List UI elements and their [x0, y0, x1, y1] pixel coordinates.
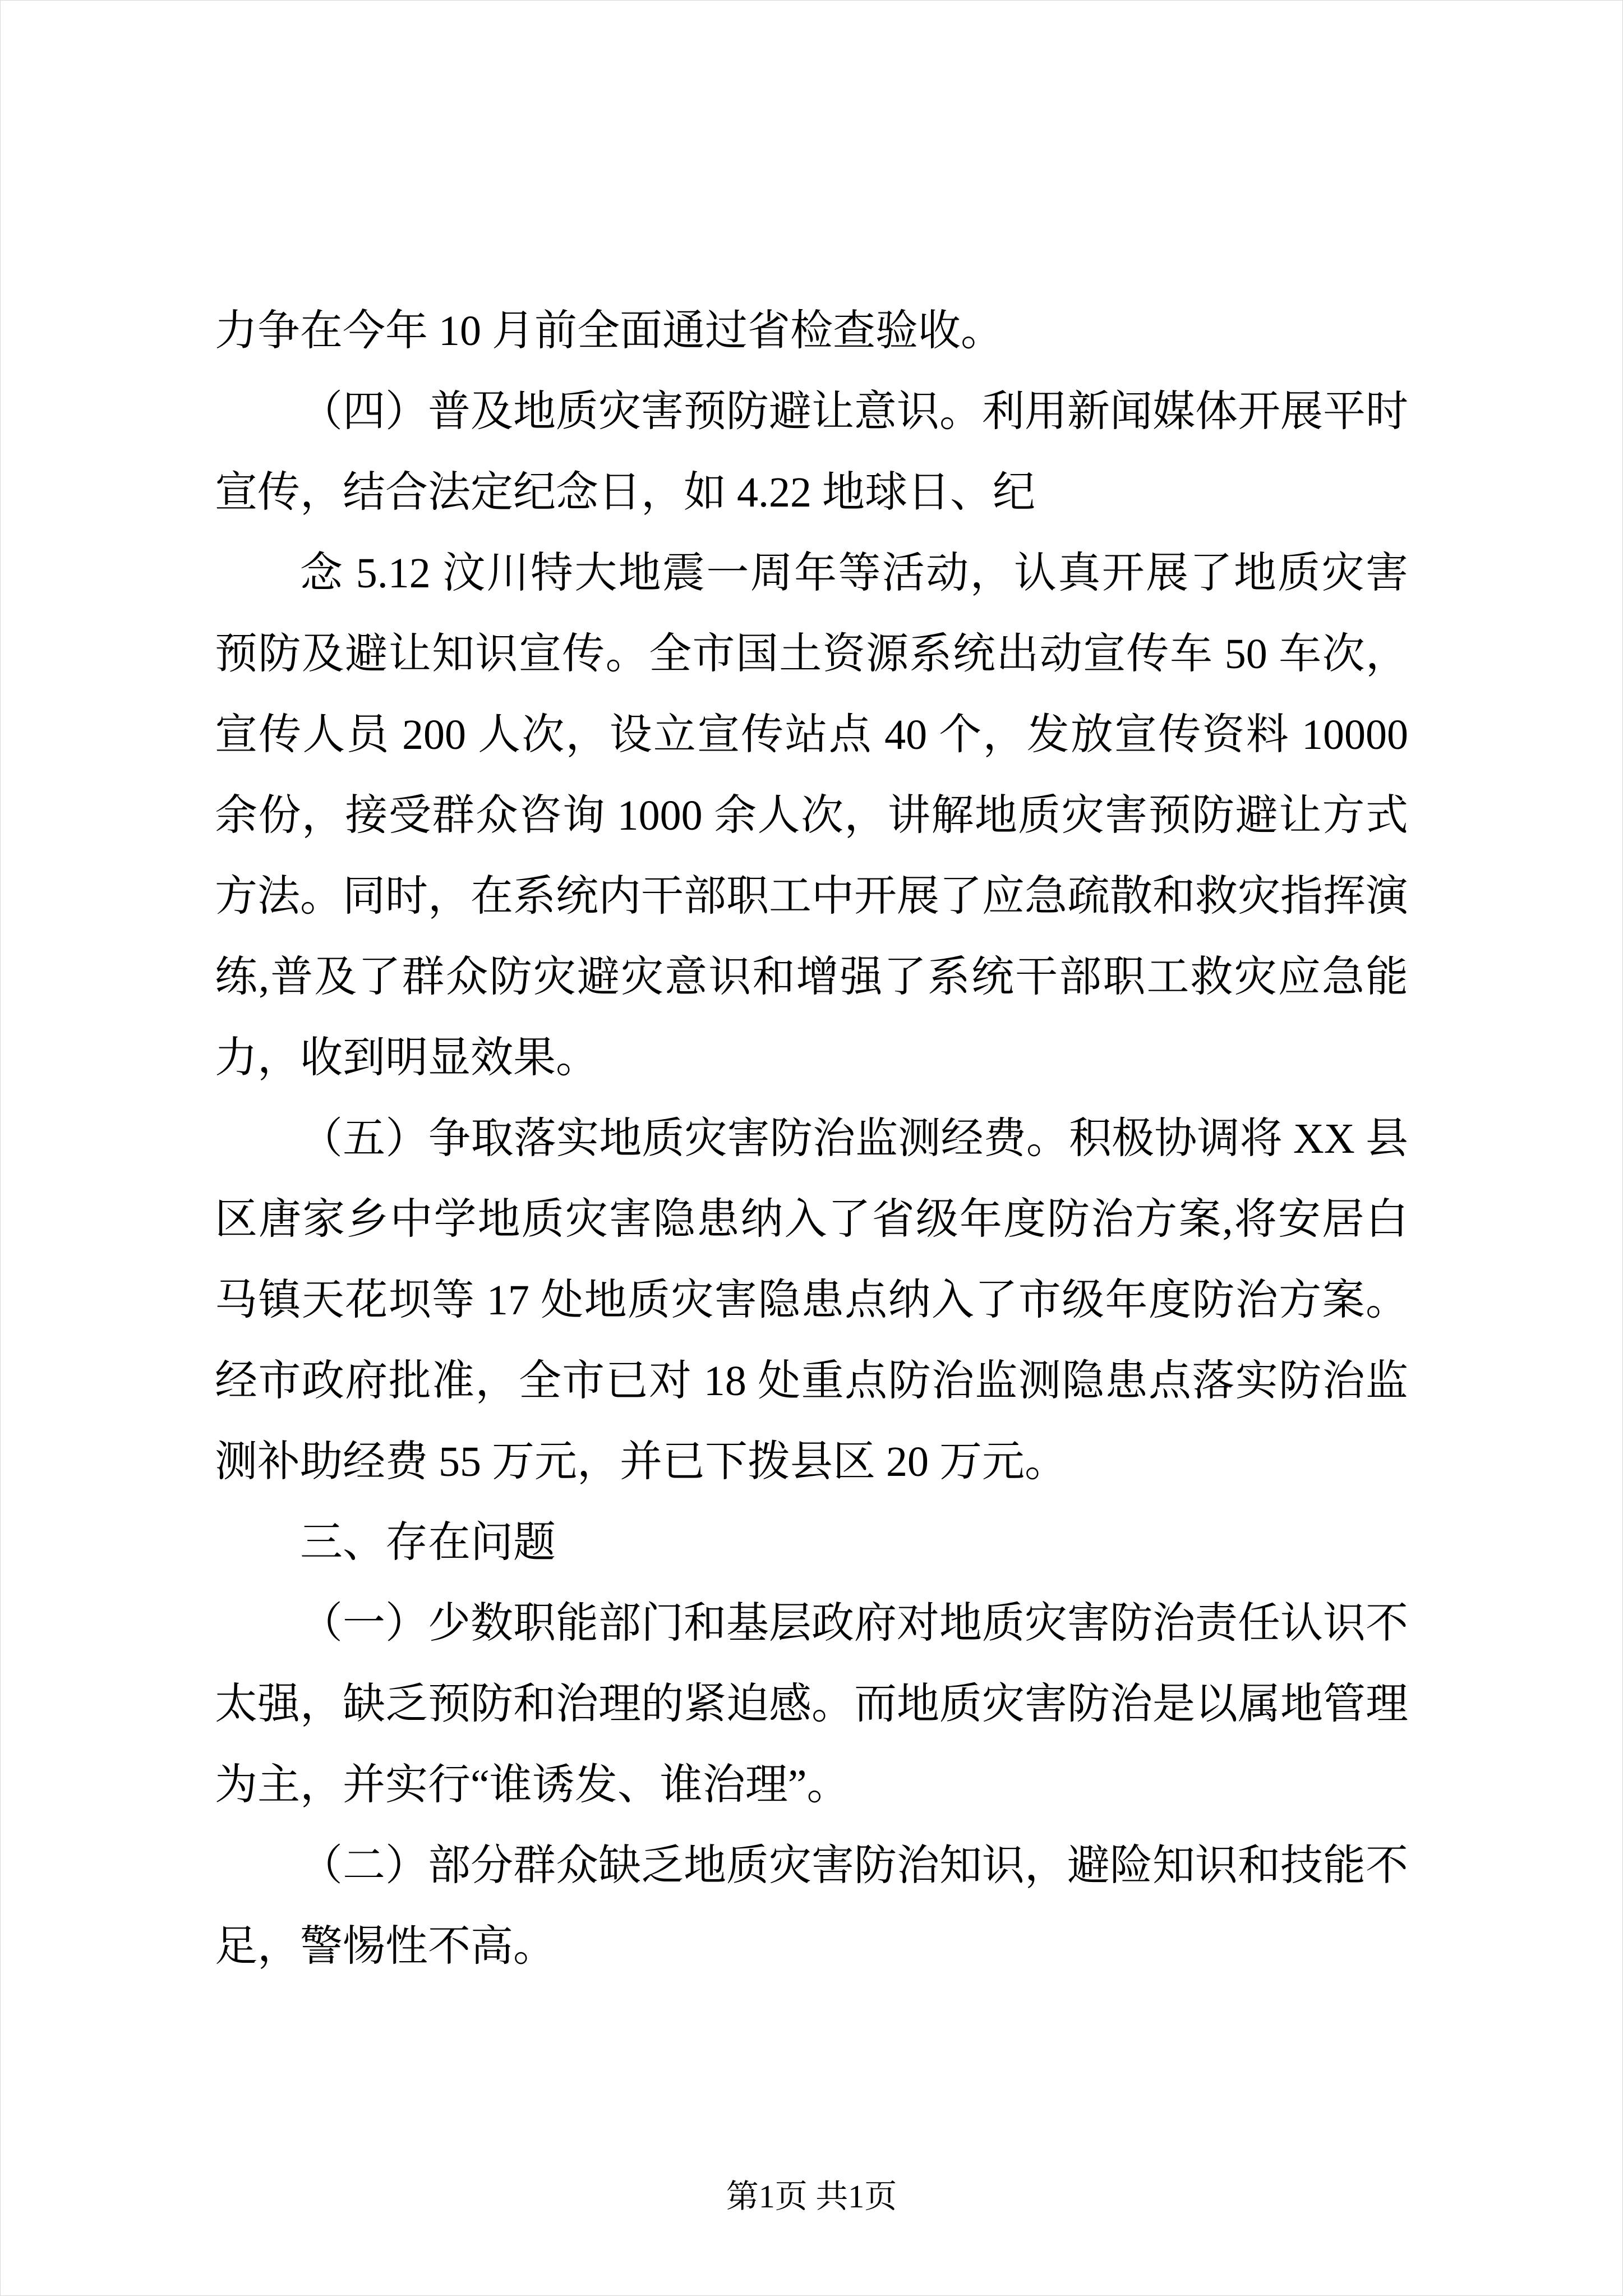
- document-line: 余份，接受群众咨询 1000 余人次，讲解地质灾害预防避让方式: [215, 792, 1408, 839]
- document-line: 力，收到明显效果。: [215, 1034, 598, 1082]
- document-line: 三、存在问题: [300, 1519, 556, 1566]
- document-line: 测补助经费 55 万元，并已下拨县区 20 万元。: [215, 1438, 1067, 1485]
- document-line: 经市政府批准，全市已对 18 处重点防治监测隐患点落实防治监: [215, 1358, 1408, 1405]
- document-line: 为主，并实行“谁诱发、谁治理”。: [215, 1761, 850, 1809]
- document-line: 足，警惕性不高。: [215, 1923, 556, 1970]
- document-line: （二）部分群众缺乏地质灾害防治知识，避险知识和技能不: [300, 1842, 1408, 1889]
- document-line: （五）争取落实地质灾害防治监测经费。积极协调将 XX 县: [300, 1115, 1408, 1162]
- document-line: 力争在今年 10 月前全面通过省检查验收。: [215, 307, 1003, 355]
- document-line: （一）少数职能部门和基层政府对地质灾害防治责任认识不: [300, 1600, 1408, 1647]
- document-line: 方法。同时，在系统内干部职工中开展了应急疏散和救灾指挥演: [215, 873, 1408, 920]
- document-line: 马镇天花坝等 17 处地质灾害隐患点纳入了市级年度防治方案。: [215, 1277, 1408, 1324]
- document-line: 念 5.12 汶川特大地震一周年等活动，认真开展了地质灾害: [300, 550, 1408, 597]
- document-line: （四）普及地质灾害预防避让意识。利用新闻媒体开展平时: [300, 388, 1408, 435]
- page-footer: [0, 2175, 1623, 2218]
- page-number-label: 第1页 共1页: [726, 2178, 897, 2215]
- document-line: 宣传人员 200 人次，设立宣传站点 40 个，发放宣传资料 10000: [215, 711, 1408, 758]
- document-line: 宣传，结合法定纪念日，如 4.22 地球日、纪: [215, 469, 1035, 516]
- document-line: 太强，缺乏预防和治理的紧迫感。而地质灾害防治是以属地管理: [215, 1681, 1408, 1728]
- document-line: 区唐家乡中学地质灾害隐患纳入了省级年度防治方案,将安居白: [215, 1196, 1408, 1243]
- document-line: 预防及避让知识宣传。全市国土资源系统出动宣传车 50 车次，: [215, 631, 1408, 678]
- document-line: 练,普及了群众防灾避灾意识和增强了系统干部职工救灾应急能: [215, 954, 1408, 1001]
- document-body: [215, 291, 1408, 1987]
